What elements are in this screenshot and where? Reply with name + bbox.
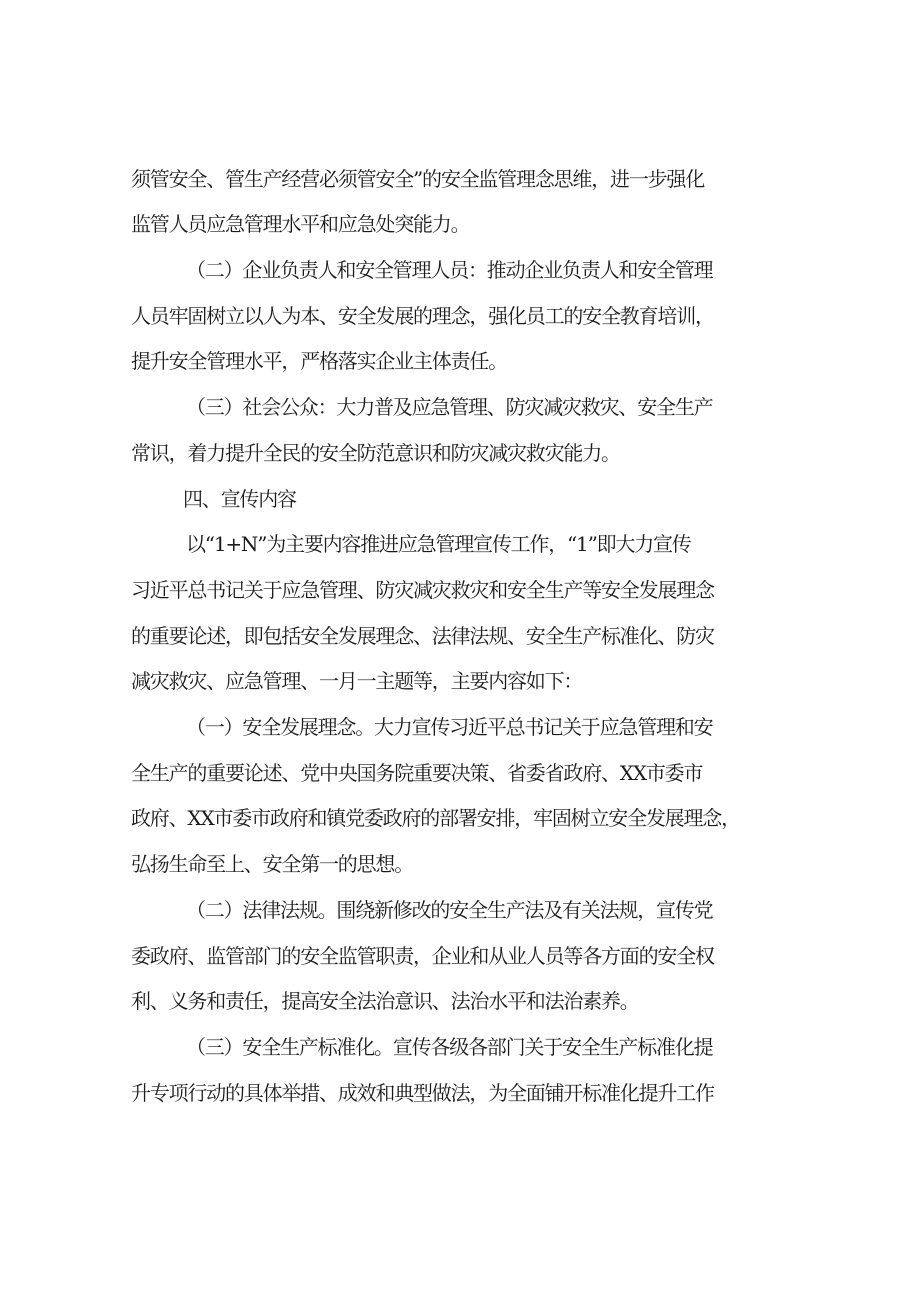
- paragraph-line: 弘扬生命至上、安全第一的思想。: [131, 852, 413, 876]
- paragraph-line: （二）法律法规。围绕新修改的安全生产法及有关法规，宣传党: [186, 898, 713, 922]
- paragraph-line: 监管人员应急管理水平和应急处突能力。: [131, 212, 470, 236]
- paragraph-line: 以“1+N”为主要内容推进应急管理宣传工作，“1”即大力宣传: [186, 532, 691, 556]
- paragraph-line: 常识，着力提升全民的安全防范意识和防灾减灾救灾能力。: [131, 441, 620, 465]
- paragraph-line: （二）企业负责人和安全管理人员：推动企业负责人和安全管理: [186, 258, 713, 282]
- paragraph-line: 的重要论述，即包括安全发展理念、法律法规、安全生产标准化、防灾: [131, 624, 714, 648]
- section-heading: 四、宣传内容: [183, 487, 296, 511]
- paragraph-line: 政府、XX市委市政府和镇党委政府的部署安排，牢固树立安全发展理念，: [131, 806, 740, 830]
- paragraph-line: 人员牢固树立以人为本、安全发展的理念，强化员工的安全教育培训，: [131, 304, 714, 328]
- paragraph-line: 提升安全管理水平，严格落实企业主体责任。: [131, 349, 507, 373]
- paragraph-line: 习近平总书记关于应急管理、防灾减灾救灾和安全生产等安全发展理念: [131, 578, 714, 602]
- paragraph-line: （三）社会公众：大力普及应急管理、防灾减灾救灾、安全生产: [186, 395, 713, 419]
- paragraph-line: 利、义务和责任，提高安全法治意识、法治水平和法治素养。: [131, 989, 639, 1013]
- paragraph-line: 委政府、监管部门的安全监管职责，企业和从业人员等各方面的安全权: [131, 944, 714, 968]
- paragraph-line: 减灾救灾、应急管理、一月一主题等，主要内容如下：: [131, 669, 583, 693]
- paragraph-line: 全生产的重要论述、党中央国务院重要决策、省委省政府、XX市委市: [131, 761, 703, 785]
- paragraph-line: 须管安全、管生产经营必须管安全”的安全监管理念思维，进一步强化: [131, 167, 705, 191]
- paragraph-line: （三）安全生产标准化。宣传各级各部门关于安全生产标准化提: [186, 1035, 713, 1059]
- paragraph-line: （一）安全发展理念。大力宣传习近平总书记关于应急管理和安: [186, 715, 713, 739]
- paragraph-line: 升专项行动的具体举措、成效和典型做法，为全面铺开标准化提升工作: [131, 1081, 714, 1105]
